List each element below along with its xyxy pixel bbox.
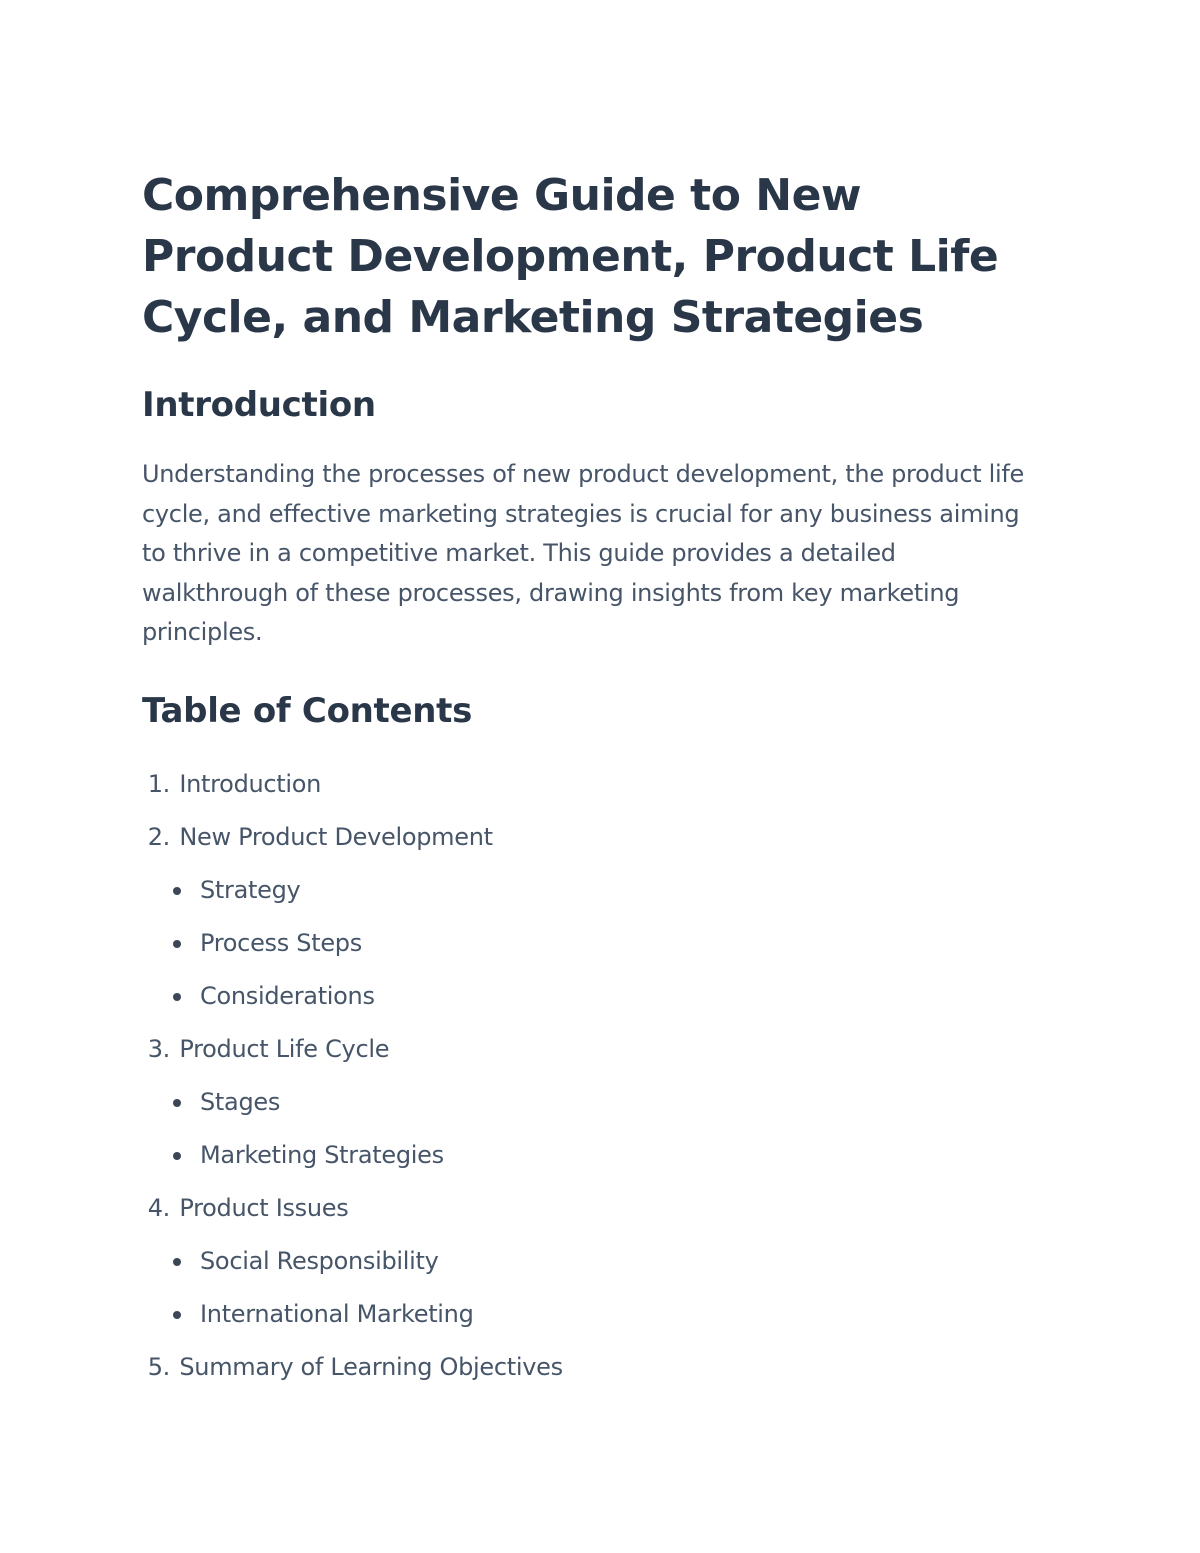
toc-sublist-container [142, 1076, 1042, 1182]
toc-item-product-issues [142, 1182, 1042, 1235]
toc-item-number: 2. [147, 822, 170, 851]
toc-item-label: New Product Development [179, 822, 493, 851]
document-page [142, 165, 1042, 1394]
toc-subitem-process-steps [142, 917, 1042, 970]
toc-item-label: Introduction [179, 769, 322, 798]
toc-sublist-container [142, 864, 1042, 1023]
introduction-paragraph: Understanding the processes of new product development, the product life cycle, and effective marketing strategies is crucial for any business aiming to thrive in a competitive market. This guide provides a detailed walkthrough of these processes, drawing insights from key marketing principles. [142, 460, 1025, 647]
toc-sublist-container [142, 1235, 1042, 1341]
toc-item-number: 4. [147, 1193, 170, 1222]
bullet-icon [173, 1258, 181, 1266]
toc-item-label: Product Life Cycle [179, 1034, 390, 1063]
toc-item-number: 1. [147, 769, 170, 798]
bullet-icon [173, 993, 181, 1001]
toc-item-number: 3. [147, 1034, 170, 1063]
bullet-icon [173, 887, 181, 895]
toc-subitem-considerations [142, 970, 1042, 1023]
toc-item-product-life-cycle [142, 1023, 1042, 1076]
toc-subitem-label: Stages [200, 1087, 281, 1116]
introduction-heading: Introduction [142, 385, 376, 425]
bullet-icon [173, 1152, 181, 1160]
bullet-icon [173, 1311, 181, 1319]
toc-item-introduction [142, 758, 1042, 811]
table-of-contents-heading: Table of Contents [142, 690, 473, 731]
toc-subitem-label: Social Responsibility [200, 1246, 439, 1275]
toc-subitem-marketing-strategies [142, 1129, 1042, 1182]
toc-subitem-social-responsibility [142, 1235, 1042, 1288]
bullet-icon [173, 940, 181, 948]
toc-item-number: 5. [147, 1352, 170, 1381]
toc-item-new-product-development [142, 811, 1042, 864]
toc-subitem-stages [142, 1076, 1042, 1129]
toc-subitem-international-marketing [142, 1288, 1042, 1341]
toc-subitem-label: International Marketing [200, 1299, 474, 1328]
toc-sublist-product-life-cycle [142, 1076, 1042, 1182]
toc-item-label: Product Issues [179, 1193, 349, 1222]
toc-item-label: Summary of Learning Objectives [179, 1352, 563, 1381]
toc-subitem-label: Considerations [200, 981, 375, 1010]
bullet-icon [173, 1099, 181, 1107]
toc-sublist-new-product-development [142, 864, 1042, 1023]
toc-subitem-label: Process Steps [200, 928, 362, 957]
document-title: Comprehensive Guide to New Product Development, Product Life Cycle, and Marketing Strategies [142, 170, 999, 343]
toc-subitem-strategy [142, 864, 1042, 917]
toc-item-summary-of-learning-objectives [142, 1341, 1042, 1394]
table-of-contents-list [142, 758, 1042, 1394]
toc-subitem-label: Marketing Strategies [200, 1140, 444, 1169]
toc-subitem-label: Strategy [200, 875, 301, 904]
toc-sublist-product-issues [142, 1235, 1042, 1341]
